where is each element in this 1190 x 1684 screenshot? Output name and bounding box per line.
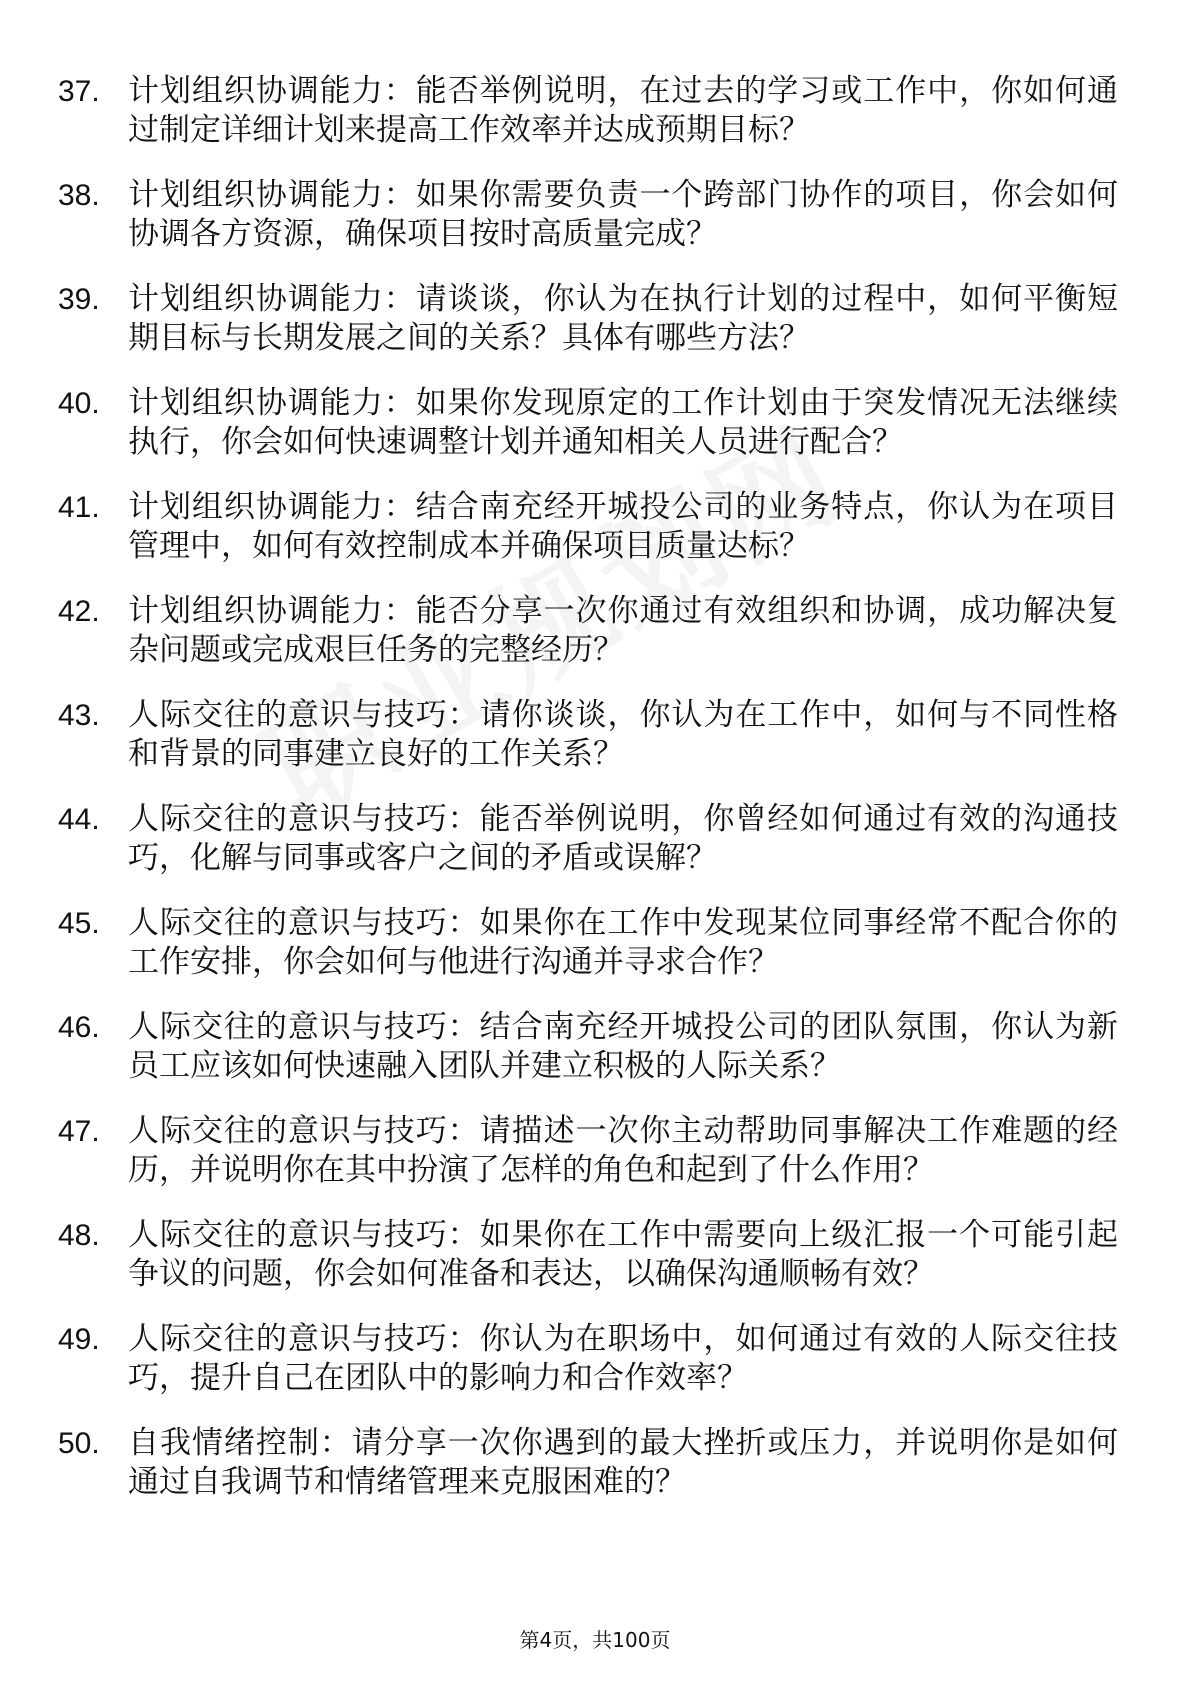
question-item-38	[58, 176, 1118, 254]
question-item-48	[58, 1216, 1118, 1294]
question-number: 38.	[58, 179, 100, 212]
question-number: 39.	[58, 283, 100, 316]
question-number: 37.	[58, 75, 100, 108]
question-item-50	[58, 1424, 1118, 1502]
question-number: 44.	[58, 803, 100, 836]
question-number: 40.	[58, 387, 100, 420]
question-item-42	[58, 592, 1118, 670]
question-number: 50.	[58, 1427, 100, 1460]
question-list	[58, 72, 1118, 1528]
question-number: 43.	[58, 699, 100, 732]
question-item-47	[58, 1112, 1118, 1190]
question-text: 计划组织协调能力：能否举例说明，在过去的学习或工作中，你如何通过制定详细计划来提高工作效率并达成预期目标？	[128, 73, 1118, 148]
question-number: 49.	[58, 1323, 100, 1356]
question-text: 人际交往的意识与技巧：如果你在工作中发现某位同事经常不配合你的工作安排，你会如何与他进行沟通并寻求合作？	[128, 905, 1118, 980]
question-item-49	[58, 1320, 1118, 1398]
question-text: 人际交往的意识与技巧：如果你在工作中需要向上级汇报一个可能引起争议的问题，你会如何准备和表达，以确保沟通顺畅有效？	[128, 1217, 1118, 1292]
question-number: 47.	[58, 1115, 100, 1148]
question-item-45	[58, 904, 1118, 982]
question-text: 人际交往的意识与技巧：结合南充经开城投公司的团队氛围，你认为新员工应该如何快速融入团队并建立积极的人际关系？	[128, 1009, 1118, 1084]
question-number: 48.	[58, 1219, 100, 1252]
question-item-43	[58, 696, 1118, 774]
question-text: 计划组织协调能力：结合南充经开城投公司的业务特点，你认为在项目管理中，如何有效控制成本并确保项目质量达标？	[128, 489, 1118, 564]
question-text: 人际交往的意识与技巧：你认为在职场中，如何通过有效的人际交往技巧，提升自己在团队中的影响力和合作效率？	[128, 1321, 1118, 1396]
question-text: 计划组织协调能力：如果你需要负责一个跨部门协作的项目，你会如何协调各方资源，确保项目按时高质量完成？	[128, 177, 1118, 252]
page-number-footer: 第4页，共100页	[519, 1628, 671, 1652]
question-text: 计划组织协调能力：能否分享一次你通过有效组织和协调，成功解决复杂问题或完成艰巨任务的完整经历？	[128, 593, 1118, 668]
question-number: 42.	[58, 595, 100, 628]
question-item-40	[58, 384, 1118, 462]
question-item-44	[58, 800, 1118, 878]
question-text: 人际交往的意识与技巧：请你谈谈，你认为在工作中，如何与不同性格和背景的同事建立良好的工作关系？	[128, 697, 1118, 772]
question-item-41	[58, 488, 1118, 566]
question-number: 46.	[58, 1011, 100, 1044]
question-number: 45.	[58, 907, 100, 940]
question-number: 41.	[58, 491, 100, 524]
question-text: 人际交往的意识与技巧：能否举例说明，你曾经如何通过有效的沟通技巧，化解与同事或客户之间的矛盾或误解？	[128, 801, 1118, 876]
question-text: 人际交往的意识与技巧：请描述一次你主动帮助同事解决工作难题的经历，并说明你在其中扮演了怎样的角色和起到了什么作用？	[128, 1113, 1118, 1188]
question-item-37	[58, 72, 1118, 150]
question-item-39	[58, 280, 1118, 358]
question-item-46	[58, 1008, 1118, 1086]
question-text: 计划组织协调能力：请谈谈，你认为在执行计划的过程中，如何平衡短期目标与长期发展之间的关系？具体有哪些方法？	[128, 281, 1118, 356]
question-text: 自我情绪控制：请分享一次你遇到的最大挫折或压力，并说明你是如何通过自我调节和情绪管理来克服困难的？	[128, 1425, 1118, 1500]
question-text: 计划组织协调能力：如果你发现原定的工作计划由于突发情况无法继续执行，你会如何快速调整计划并通知相关人员进行配合？	[128, 385, 1118, 460]
